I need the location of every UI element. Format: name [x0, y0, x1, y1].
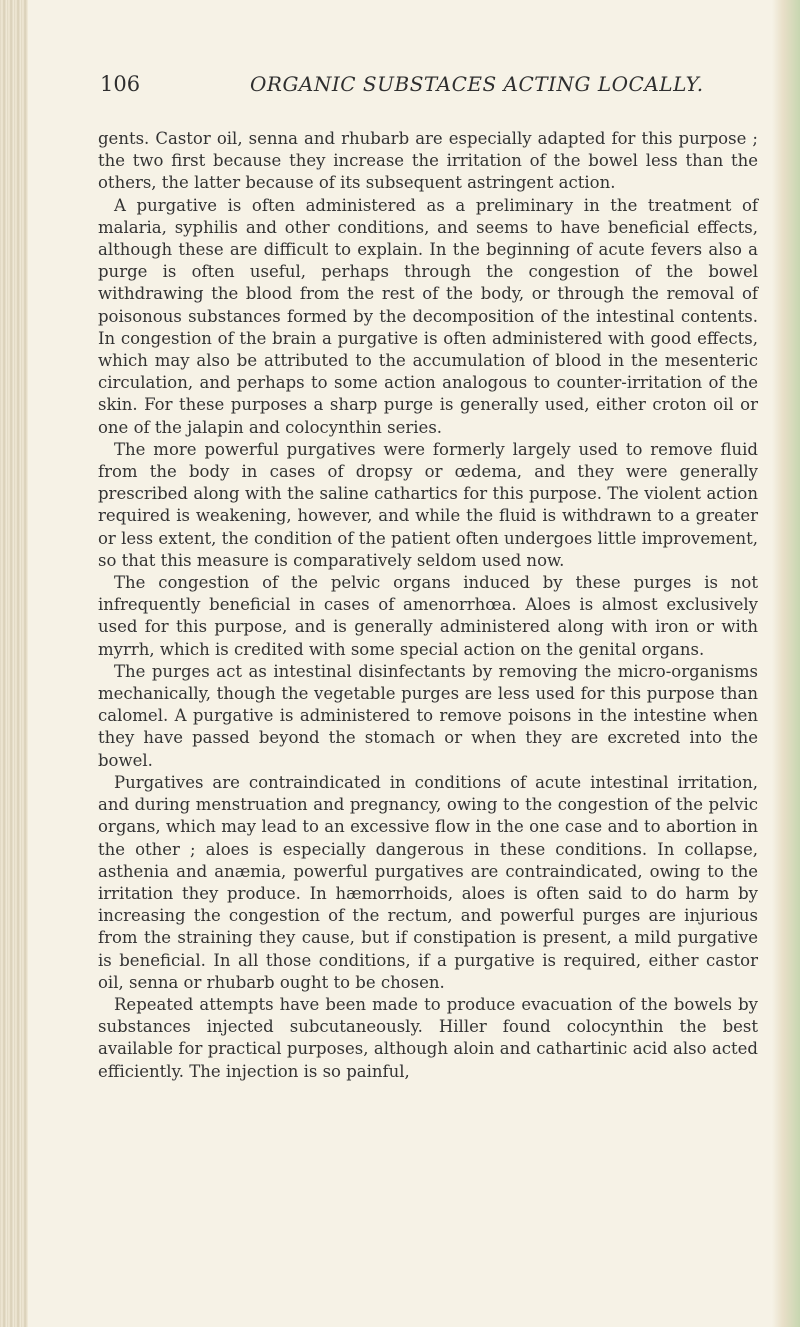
paragraph-3: The more powerful purgatives were formerly largely used to remove fluid from the body in cases of dropsy or œdema, and they were generally prescribed along with the saline cathartics for this purpose. The violent action required is weakening, however, and while the fluid is withdrawn to a greater or less extent, the condition of the patient often undergoes little improvement, so that this measure is comparatively seldom used now.	[98, 439, 758, 570]
binding-gutter	[0, 0, 28, 1327]
paragraph-4: The congestion of the pelvic organs induced by these purges is not infrequently beneficial in cases of amenorrhœa. Aloes is almost exclusively used for this purpose, and is generally administered along with iron or with myrrh, which is credited with some special action on the genital organs.	[98, 573, 758, 659]
paragraph-2: A purgative is often administered as a preliminary in the treatment of malaria, syphilis and other conditions, and seems to have beneficial effects, although these are difficult to explain. In the beginning of acute fevers also a purge is often useful, perhaps through the congestion of the bowel withdrawing the blood from the rest of the body, or through the removal of poisonous substances formed by the decomposition of the intestinal contents. In congestion of the brain a purgative is often administered with good effects, which may also be attributed to the accumulation of blood in the mesenteric circulation, and perhaps to some action analogous to counter-irritation of the skin. For these purposes a sharp purge is generally used, either croton oil or one of the jalapin and colocynthin series.	[98, 195, 758, 437]
page-header	[100, 72, 760, 106]
running-head: ORGANIC SUBSTACES ACTING LOCALLY.	[250, 72, 704, 96]
page-edge	[772, 0, 800, 1327]
paragraph-5: The purges act as intestinal disinfectants by removing the micro-organisms mechanically, though the vegetable purges are less used for this purpose than calomel. A purgative is administered to remove poisons in the intestine when they have passed beyond the stomach or when they are excreted into the bowel.	[98, 661, 758, 770]
paragraph-6: Purgatives are contraindicated in conditions of acute intestinal irritation, and during menstruation and pregnancy, owing to the congestion of the pelvic organs, which may lead to an excessive flow in the one case and to abortion in the other ; aloes is especially dangerous in these conditions. In collapse, asthenia and anæmia, powerful purgatives are contraindicated, owing to the irritation they produce. In hæmorrhoids, aloes is often said to do harm by increasing the congestion of the rectum, and powerful purges are injurious from the straining they cause, but if constipation is present, a mild purgative is beneficial. In all those conditions, if a purgative is required, either castor oil, senna or rhubarb ought to be chosen.	[98, 772, 758, 992]
page-number: 106	[100, 72, 141, 96]
paragraph-1: gents. Castor oil, senna and rhubarb are especially adapted for this purpose ; the two first because they increase the irritation of the bowel less than the others, the latter because of its subsequent astringent action.	[98, 129, 758, 193]
body-text	[98, 128, 758, 1083]
paragraph-7: Repeated attempts have been made to produce evacuation of the bowels by substances injected subcutaneously. Hiller found colocynthin the best available for practical purposes, although aloin and cathartinic acid also acted efficiently. The injection is so painful,	[98, 994, 758, 1081]
